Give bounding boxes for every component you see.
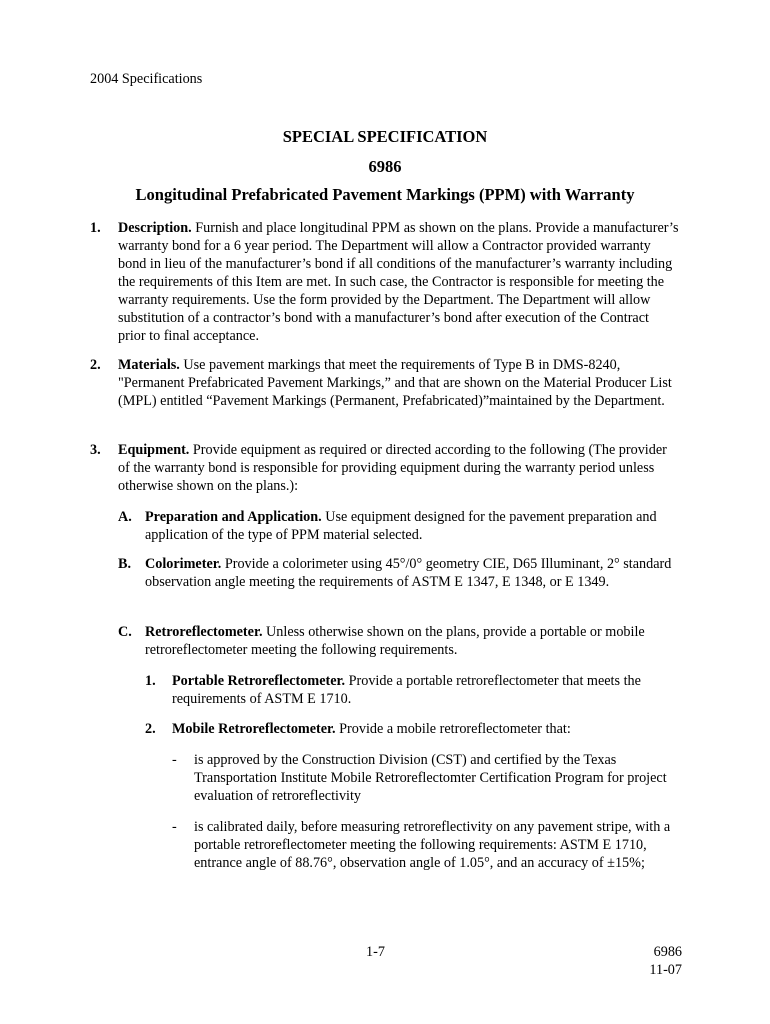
section-text: Use pavement markings that meet the requirements of Type B in DMS-8240, "Permanent Prefabricated Pavement Markings,” and that are shown on the Material Producer List (MPL) entitled “Pavement Markings (Permanent, Prefabricated)”maintained by the Department.	[118, 357, 672, 409]
item-text: Use equipment designed for the pavement preparation and application of the type of PPM material selected.	[145, 509, 657, 543]
mobile-requirement	[172, 751, 680, 805]
bullet-dash: -	[172, 819, 177, 835]
footer-spec-info	[600, 943, 682, 979]
item-letter: A.	[118, 509, 132, 525]
item-number: 1.	[145, 673, 156, 689]
item-text: Provide a mobile retroreflectometer that:	[335, 721, 571, 737]
mobile-requirement	[172, 818, 680, 872]
equipment-item-preparation	[118, 508, 680, 544]
section-number: 1.	[90, 220, 101, 236]
footer-spec-number: 6986	[653, 944, 682, 960]
item-text: Provide a colorimeter using 45°/0° geometry CIE, D65 Illuminant, 2° standard observation angle meeting the requirements of ASTM E 1347, E 1348, or E 1349.	[145, 556, 672, 590]
requirement-text: is calibrated daily, before measuring retroreflectivity on any pavement stripe, with a portable retroreflectometer meeting the following requirements: ASTM E 1710, entrance angle of 88.76°, observation angle of 1.05°, and an accuracy of ±15%;	[194, 819, 671, 871]
section-text: Furnish and place longitudinal PPM as shown on the plans. Provide a manufacturer’s warranty bond for a 6 year period. The Department will allow a Contractor provided warranty bond in lieu of the manufacturer’s bond if all conditions of the manufacturer’s warranty including the requirements of this Item are met. In such case, the Contractor is responsible for meeting the warranty requirements. Use the form provided by the Department. The Department will allow substitution of a contractor’s bond with a manufacturer’s bond after execution of the Contract prior to final acceptance.	[118, 220, 679, 344]
section-equipment	[90, 441, 680, 495]
equipment-item-colorimeter	[118, 555, 680, 591]
item-letter: B.	[118, 556, 132, 572]
requirement-text: is approved by the Construction Division (CST) and certified by the Texas Transportation Institute Mobile Retroreflectomter Certification Program for project evaluation of retroreflectivity	[194, 752, 667, 804]
section-number: 2.	[90, 357, 101, 373]
retro-item-mobile	[145, 720, 680, 738]
item-text: Unless otherwise shown on the plans, provide a portable or mobile retroreflectometer meeting the following requirements.	[145, 624, 645, 658]
spec-subject: Longitudinal Prefabricated Pavement Markings (PPM) with Warranty	[135, 185, 635, 204]
item-heading: Mobile Retroreflectometer.	[172, 721, 336, 737]
bullet-dash: -	[172, 752, 177, 768]
section-materials	[90, 356, 680, 410]
item-heading: Portable Retroreflectometer.	[172, 673, 346, 689]
section-description	[90, 219, 680, 345]
equipment-item-retroreflectometer	[118, 623, 680, 659]
page-number: 1-7	[366, 944, 385, 960]
item-letter: C.	[118, 624, 132, 640]
retro-item-portable	[145, 672, 680, 708]
item-heading: Preparation and Application.	[145, 509, 322, 525]
spec-number: 6986	[368, 157, 402, 176]
item-heading: Colorimeter.	[145, 556, 222, 572]
document-title: SPECIAL SPECIFICATION	[282, 127, 488, 146]
document-edition: 2004 Specifications	[90, 71, 203, 87]
item-heading: Retroreflectometer.	[145, 624, 263, 640]
section-text: Provide equipment as required or directed according to the following (The provider of the warranty bond is responsible for providing equipment during the warranty period unless otherwise shown on the plans.):	[118, 442, 667, 494]
section-number: 3.	[90, 442, 101, 458]
item-number: 2.	[145, 721, 156, 737]
section-heading: Description.	[118, 220, 192, 236]
section-heading: Materials.	[118, 357, 180, 373]
item-text: Provide a portable retroreflectometer that meets the requirements of ASTM E 1710.	[172, 673, 641, 707]
section-heading: Equipment.	[118, 442, 190, 458]
footer-date: 11-07	[649, 962, 682, 978]
